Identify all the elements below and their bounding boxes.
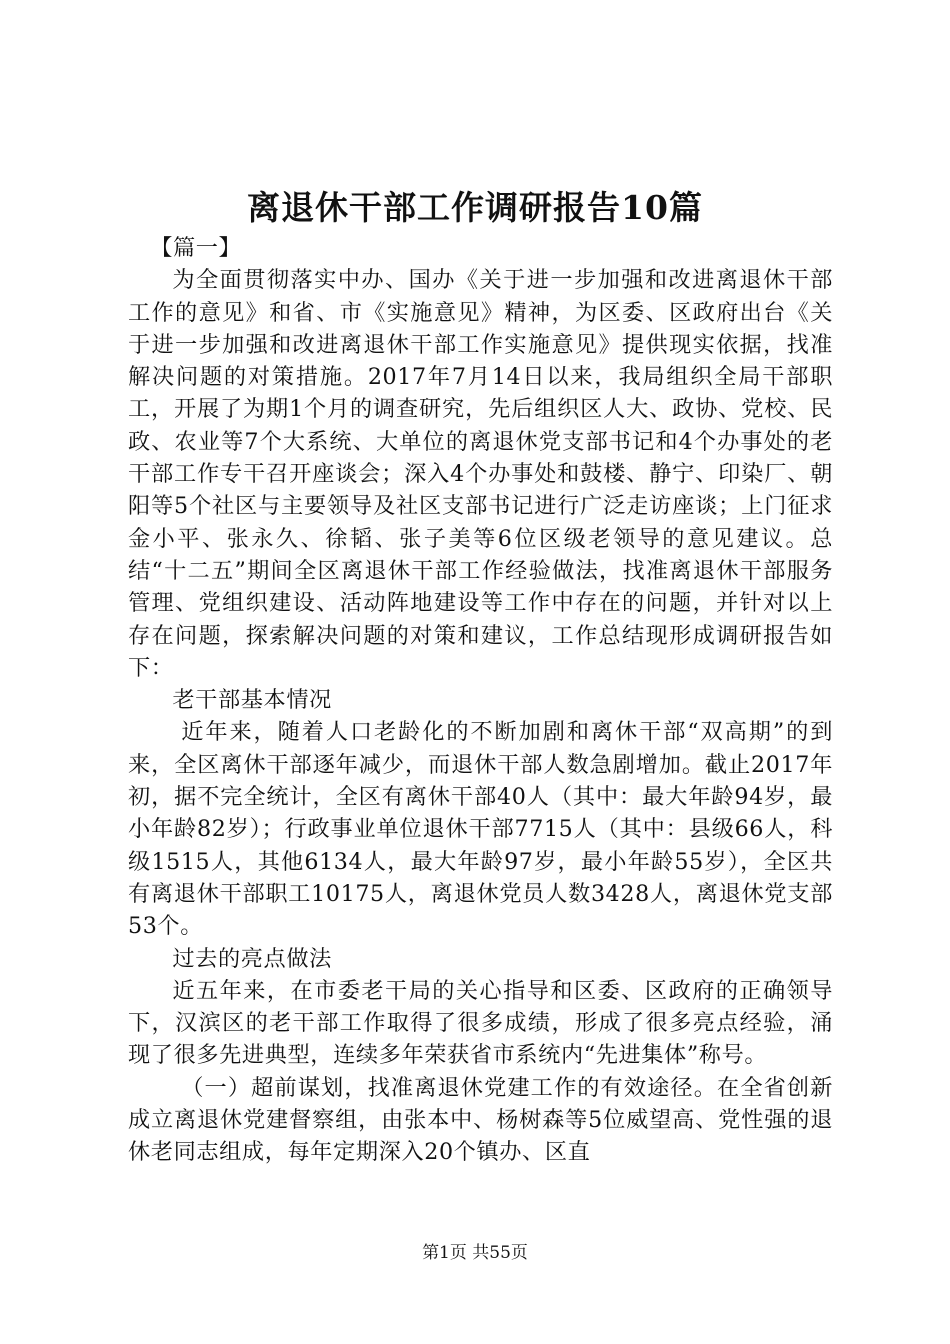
paragraph-past-highlights: 近五年来，在市委老干局的关心指导和区委、区政府的正确领导下，汉滨区的老干部工作取得了很多成绩，形成了很多亮点经验，涌现了很多先进典型，连续多年荣获省市系统内“先进集体”称号。 — [128, 977, 833, 1069]
paragraph-item-one: （一）超前谋划，找准离退休党建工作的有效途径。在全省创新成立离退休党建督察组，由张本中、杨树森等5位威望高、党性强的退休老同志组成，每年定期深入20个镇办、区直 — [128, 1074, 833, 1166]
document-title: 离退休干部工作调研报告10篇 — [247, 188, 703, 227]
paragraph-intro: 为全面贯彻落实中办、国办《关于进一步加强和改进离退休干部工作的意见》和省、市《实施意见》精神，为区委、区政府出台《关于进一步加强和改进离退休干部工作实施意见》提供现实依据，找准解决问题的对策措施。2017年7月14日以来，我局组织全局干部职工，开展了为期1个月的调查研究，先后组织区人大、政协、党校、民政、农业等7个大系统、大单位的离退休党支部书记和4个办事处的老干部工作专干召开座谈会；深入4个办事处和鼓楼、静宁、印染厂、朝阳等5个社区与主要领导及社区支部书记进行广泛走访座谈；上门征求金小平、张永久、徐韬、张子美等6位区级老领导的意见建议。总结“十二五”期间全区离退休干部工作经验做法，找准离退休干部服务管理、党组织建设、活动阵地建设等工作中存在的问题，并针对以上存在问题，探索解决问题的对策和建议，工作总结现形成调研报告如下： — [128, 267, 833, 681]
heading-past-highlights: 过去的亮点做法 — [172, 945, 332, 972]
page-footer: 第1页 共55页 — [422, 1243, 528, 1263]
section-label: 【篇一】 — [150, 235, 242, 261]
paragraph-basic-situation: 近年来，随着人口老龄化的不断加剧和离休干部“双高期”的到来，全区离休干部逐年减少，而退休干部人数急剧增加。截止2017年初，据不完全统计，全区有离休干部40人（其中：最大年龄94岁，最小年龄82岁）；行政事业单位退休干部7715人（其中：县级66人，科级1515人，其他6134人，最大年龄97岁，最小年龄55岁），全区共有离退休干部职工10175人，离退休党员人数3428人，离退休党支部53个。 — [128, 719, 833, 940]
document-body — [128, 232, 833, 1169]
heading-basic-situation: 老干部基本情况 — [172, 687, 332, 714]
